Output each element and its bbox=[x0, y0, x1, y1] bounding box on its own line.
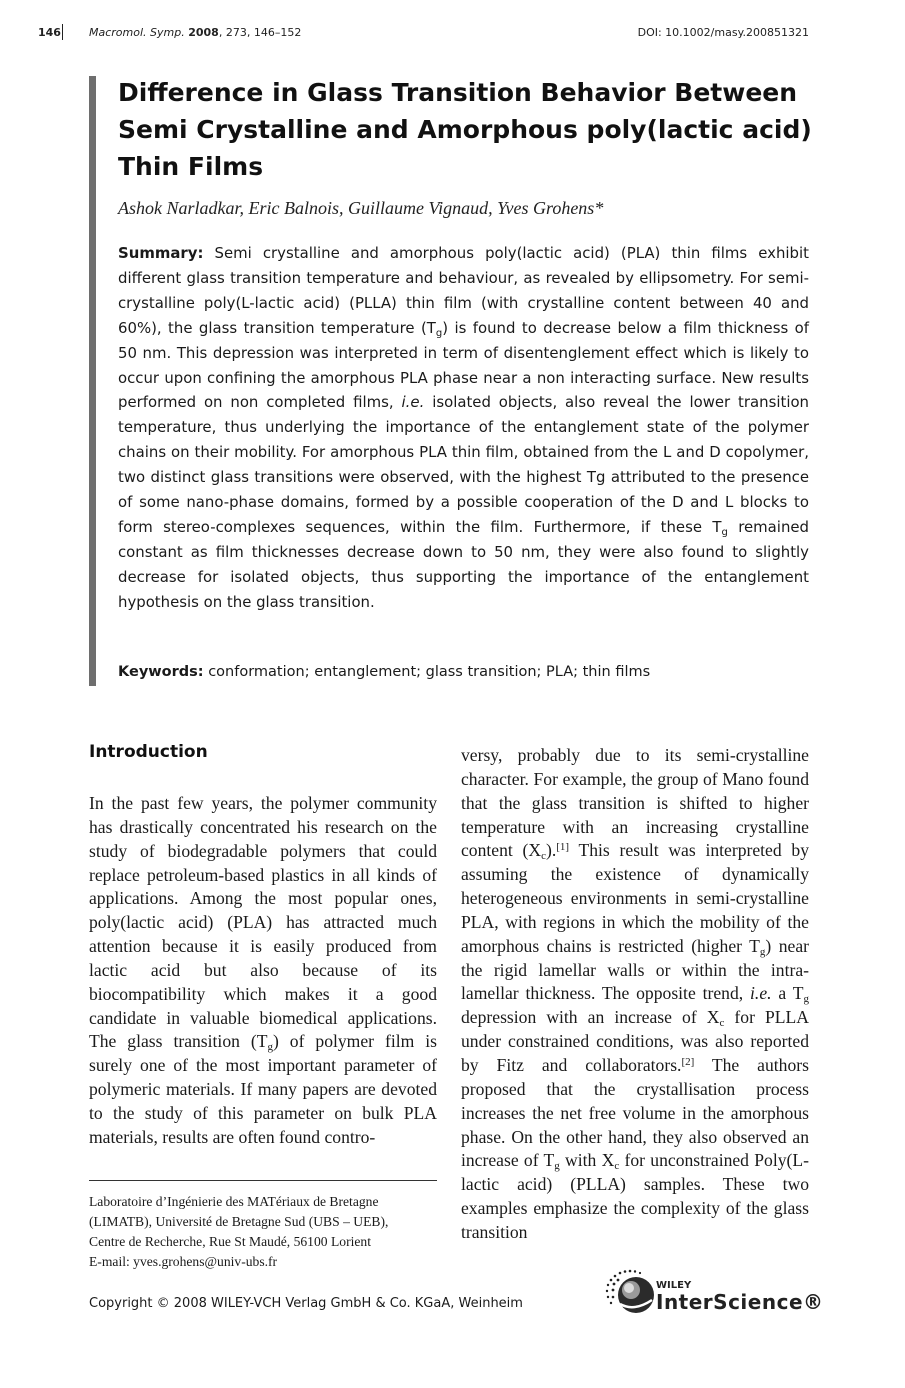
body-text: depression with an increase of X bbox=[461, 1007, 720, 1028]
page-header bbox=[0, 24, 905, 44]
subscript: c bbox=[719, 1017, 725, 1030]
journal-name: Macromol. Symp. bbox=[89, 26, 185, 39]
affiliation-footnote bbox=[89, 1192, 441, 1272]
body-text: a T bbox=[771, 983, 804, 1004]
subscript: g bbox=[435, 327, 443, 339]
subscript: c bbox=[614, 1160, 620, 1173]
body-text: ) of polymer film is surely one of the most important parameter of polymeric materials. If many papers are devoted to the study of this parameter on bulk PLA materials, results are often found contro- bbox=[89, 1031, 437, 1147]
body-text: with X bbox=[559, 1150, 615, 1171]
subscript: g bbox=[721, 526, 728, 538]
affiliation-line: (LIMATB), Université de Bretagne Sud (UBS – UEB), bbox=[89, 1214, 389, 1229]
body-text: In the past few years, the polymer community has drastically concentrated his research on the study of biodegradable polymers that could replace petroleum-based plastics in all kinds of applications. Among the most popular ones, poly(lactic acid) (PLA) has attracted much attention because it is easily produced from lactic acid but also because of its biocompatibility which makes it a good candidate in valuable biomedical applications. The glass transition (T bbox=[89, 793, 437, 1052]
footnote-divider bbox=[89, 1180, 437, 1181]
globe-icon bbox=[604, 1268, 660, 1318]
logo-wiley-text: WILEY bbox=[656, 1280, 692, 1291]
affiliation-line: Centre de Recherche, Rue St Maudé, 56100 Lorient bbox=[89, 1234, 371, 1249]
page-number: 146 bbox=[38, 26, 61, 39]
doi: DOI: 10.1002/masy.200851321 bbox=[637, 26, 809, 39]
keywords-label: Keywords: bbox=[118, 664, 204, 680]
body-column-right bbox=[461, 744, 809, 1245]
body-text: for unconstrained Poly(L-lactic acid) (PLLA) samples. These two examples emphasize the complexity of the glass transition bbox=[461, 1150, 809, 1242]
logo-interscience-text: InterScience® bbox=[656, 1290, 824, 1314]
citation-ref[interactable]: [1] bbox=[556, 841, 570, 854]
article-title: Difference in Glass Transition Behavior Between Semi Crystalline and Amorphous poly(lactic acid) Thin Films bbox=[118, 78, 812, 181]
affiliation-line: Laboratoire d’Ingénierie des MATériaux de Bretagne bbox=[89, 1194, 379, 1209]
summary-italic: i.e. bbox=[401, 393, 425, 412]
body-text: versy, probably due to its semi-crystalline character. For example, the group of Mano found that the glass transition is shifted to higher temperature with an increasing crystalline content (X bbox=[461, 745, 809, 861]
subscript: g bbox=[267, 1041, 273, 1054]
journal-citation bbox=[89, 26, 301, 39]
body-text: The authors proposed that the crystallisation process increases the net free volume in the amorphous phase. On the other hand, they also observed an increase of T bbox=[461, 1054, 809, 1171]
body-text: ). bbox=[545, 840, 557, 861]
summary-text: isolated objects, also reveal the lower transition temperature, thus underlying the importance of the entanglement state of the polymer chains on their mobility. For amorphous PLA thin film, obtained from the L and D copolymer, two distinct glass transitions were observed, with the highest Tg attributed to the presence of some nano-phase domains, formed by a possible cooperation of the D and L blocks to form stereo-complexes sequences, within the film. Furthermore, if these T bbox=[118, 393, 809, 536]
email-line[interactable]: E-mail: yves.grohens@univ-ubs.fr bbox=[89, 1254, 278, 1269]
citation-ref[interactable]: [2] bbox=[681, 1055, 695, 1068]
body-text: This result was interpreted by assuming the existence of dynamically heterogeneous environments in semi-crystalline PLA, with regions in which the mobility of the amorphous chains is restricted (higher T bbox=[461, 840, 809, 956]
subscript: c bbox=[541, 850, 546, 863]
body-text: for PLLA under constrained conditions, was also reported by Fitz and collaborators. bbox=[461, 1007, 809, 1075]
section-heading-introduction: Introduction bbox=[89, 742, 208, 762]
body-column-left bbox=[89, 792, 437, 1150]
subscript: g bbox=[803, 993, 809, 1006]
summary-label: Summary: bbox=[118, 244, 204, 262]
journal-volume-pages: , 273, 146–152 bbox=[218, 26, 302, 39]
keywords-list: conformation; entanglement; glass transition; PLA; thin films bbox=[203, 664, 651, 680]
abstract-sidebar-bar bbox=[89, 76, 96, 686]
summary-text: Semi crystalline and amorphous poly(lactic acid) (PLA) thin films exhibit different glass transition temperature and behaviour, as revealed by ellipsometry. For semi-crystalline poly(L-lactic acid) (PLLA) thin film (with crystalline content between 40 and 60%), the glass transition temperature (T bbox=[118, 244, 809, 337]
copyright-notice: Copyright © 2008 WILEY-VCH Verlag GmbH & Co. KGaA, Weinheim bbox=[89, 1296, 523, 1311]
body-text: ) near the rigid lamellar walls or within the intra-lamellar thickness. The opposite trend, bbox=[461, 935, 810, 1004]
journal-year: 2008 bbox=[188, 26, 219, 39]
summary-text: remained constant as film thicknesses decrease down to 50 nm, they were also found to slightly decrease for isolated objects, thus supporting the importance of the entanglement hypothesis on the glass transition. bbox=[118, 517, 809, 611]
subscript: g bbox=[554, 1160, 560, 1173]
wiley-interscience-logo bbox=[604, 1268, 824, 1318]
body-italic: i.e. bbox=[750, 983, 772, 1004]
article-authors: Ashok Narladkar, Eric Balnois, Guillaume Vignaud, Yves Grohens* bbox=[118, 198, 604, 218]
summary-text: ) is found to decrease below a film thickness of 50 nm. This depression was interpreted in term of disentenglement effect which is likely to occur upon confining the amorphous PLA phase near a non interacting surface. New results performed on non completed films, bbox=[118, 318, 810, 412]
subscript: g bbox=[759, 945, 766, 958]
header-divider bbox=[62, 24, 63, 40]
summary bbox=[118, 241, 809, 615]
keywords bbox=[118, 664, 809, 680]
